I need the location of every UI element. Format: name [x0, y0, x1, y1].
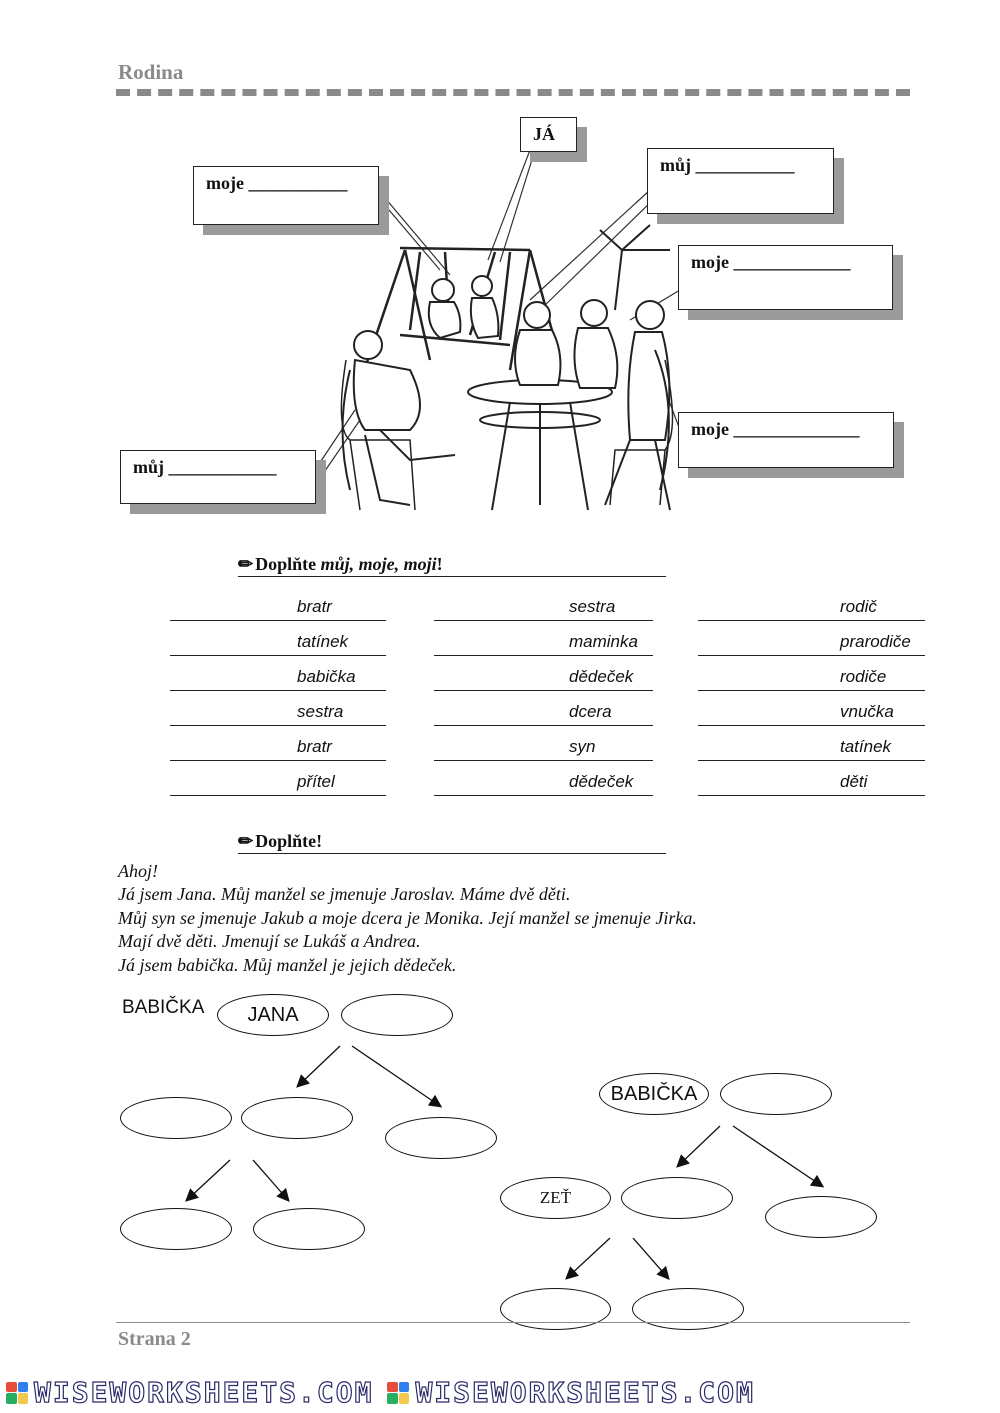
noun-word: syn [569, 737, 596, 756]
noun-word: děti [840, 772, 868, 791]
fill-blank-row[interactable] [698, 632, 925, 656]
arrow [733, 1126, 822, 1186]
noun-word: tatínek [297, 632, 349, 651]
tree-drawing [600, 225, 670, 310]
exercise2-heading: ✏ Doplňte! [238, 831, 666, 854]
arrow [253, 1160, 288, 1200]
fill-blank-row[interactable] [698, 737, 925, 761]
arrow [633, 1238, 668, 1278]
pencil-icon: ✏ [238, 554, 254, 574]
fill-blank-row[interactable] [170, 632, 386, 656]
noun-word: dědeček [569, 772, 634, 791]
story-line: Mají dvě děti. Jmenují se Lukáš a Andrea. [118, 931, 421, 952]
fill-blank-row[interactable] [170, 737, 386, 761]
label-box-top-right[interactable]: můj ___________ [647, 148, 834, 214]
story-line: Můj syn se jmenuje Jakub a moje dcera je Monika. Její manžel se jmenuje Jirka. [118, 907, 697, 928]
arrow [678, 1126, 720, 1166]
fill-blank-row[interactable] [434, 632, 653, 656]
story-line: Ahoj! [118, 861, 158, 881]
oval-blank[interactable] [253, 1208, 365, 1250]
leader-line-ja [488, 150, 530, 260]
leader-line-top-right [530, 190, 650, 300]
label-box-ja: JÁ [520, 117, 577, 152]
noun-word: maminka [569, 632, 638, 651]
noun-word: dědeček [569, 667, 634, 686]
noun-word: sestra [297, 702, 344, 721]
fill-blank-row[interactable] [434, 772, 653, 796]
noun-word: prarodiče [840, 632, 911, 651]
fill-blank-row[interactable] [170, 597, 386, 621]
fill-blank-row[interactable] [698, 702, 925, 726]
arrow [298, 1046, 340, 1086]
label-box-mid-right[interactable]: moje _____________ [678, 245, 893, 310]
fill-blank-row[interactable] [434, 597, 653, 621]
fill-blank-row[interactable] [698, 597, 925, 621]
oval-blank[interactable] [765, 1196, 877, 1238]
banner-text: WISEWORKSHEETS.COM [34, 1376, 374, 1409]
oval-blank[interactable] [632, 1288, 744, 1330]
fill-blank-row[interactable] [698, 667, 925, 691]
tree-arrows [0, 980, 1000, 1340]
fill-blank-row[interactable] [434, 667, 653, 691]
people-drawing [343, 276, 671, 510]
oval-blank[interactable] [720, 1073, 832, 1115]
fill-blank-row[interactable] [434, 737, 653, 761]
oval-blank[interactable] [120, 1208, 232, 1250]
fill-blank-row[interactable] [170, 667, 386, 691]
fill-blank-row[interactable] [434, 702, 653, 726]
noun-word: bratr [297, 597, 332, 616]
oval-blank[interactable] [120, 1097, 232, 1139]
noun-word: přítel [297, 772, 335, 791]
logo-icon [6, 1382, 28, 1404]
story-line: Já jsem babička. Můj manžel je jejich dědeček. [118, 954, 457, 975]
fill-blank-row[interactable] [170, 772, 386, 796]
noun-word: rodiče [840, 667, 887, 686]
oval-zet: ZEŤ [500, 1177, 611, 1219]
exercise1-heading: ✏ Doplňte můj, moje, moji! [238, 554, 666, 577]
story-text [118, 860, 697, 977]
oval-jana: JANA [217, 994, 329, 1036]
oval-blank[interactable] [621, 1177, 733, 1219]
arrow [352, 1046, 440, 1106]
noun-word: rodič [840, 597, 877, 616]
pencil-icon: ✏ [238, 831, 254, 851]
label-box-low-left[interactable]: můj ____________ [120, 450, 316, 504]
arrow [187, 1160, 230, 1200]
page-title: Rodina [118, 60, 184, 84]
noun-word: babička [297, 667, 356, 686]
noun-word: dcera [569, 702, 612, 721]
footer-divider [116, 1322, 910, 1323]
noun-word: sestra [569, 597, 616, 616]
story-line: Já jsem Jana. Můj manžel se jmenuje Jaroslav. Máme dvě děti. [118, 884, 571, 905]
table-drawing [468, 380, 612, 510]
logo-icon [387, 1382, 409, 1404]
oval-blank[interactable] [341, 994, 453, 1036]
label-box-low-right[interactable]: moje ______________ [678, 412, 894, 468]
arrow [567, 1238, 610, 1278]
noun-word: tatínek [840, 737, 892, 756]
noun-word: vnučka [840, 702, 894, 721]
tree1-role-label: BABIČKA [122, 997, 205, 1018]
banner-text: WISEWORKSHEETS.COM [415, 1376, 755, 1409]
header-divider [116, 89, 910, 96]
watermark-banner [0, 1372, 1000, 1413]
fill-blank-row[interactable] [698, 772, 925, 796]
oval-blank[interactable] [385, 1117, 497, 1159]
oval-babicka: BABIČKA [599, 1073, 709, 1115]
label-box-top-left[interactable]: moje ___________ [193, 166, 379, 225]
noun-word: bratr [297, 737, 332, 756]
fill-blank-row[interactable] [170, 702, 386, 726]
oval-blank[interactable] [500, 1288, 611, 1330]
oval-blank[interactable] [241, 1097, 353, 1139]
page-number: Strana 2 [118, 1328, 191, 1350]
